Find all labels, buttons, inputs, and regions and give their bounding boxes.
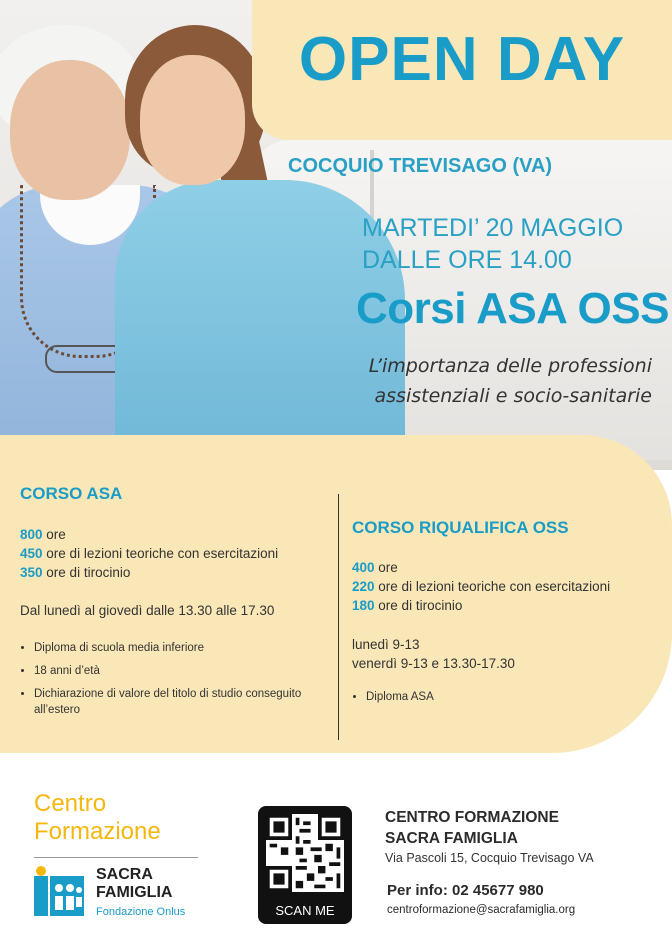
logo-divider <box>34 857 198 858</box>
course-asa-requirements <box>20 640 324 725</box>
centro-formazione-logo-line2: Formazione <box>34 818 161 845</box>
course-oss-requirements <box>352 689 656 712</box>
requirement-item: • Dichiarazione di valore del titolo di studio conseguito all’estero <box>34 686 324 718</box>
course-oss-schedule-line2: venerdì 9-13 e 13.30-17.30 <box>352 656 515 671</box>
qr-scan-label: SCAN ME <box>275 903 335 918</box>
tagline-line2: assistenziali e socio-sanitarie <box>374 385 652 407</box>
org-name-line2: SACRA FAMIGLIA <box>385 830 518 847</box>
event-time: DALLE ORE 14.00 <box>362 246 572 274</box>
page-title: OPEN DAY <box>298 25 626 94</box>
courses-title: Corsi ASA OSS <box>356 284 669 333</box>
nurse-face <box>140 55 245 185</box>
requirement-item: • Diploma di scuola media inferiore <box>34 640 324 656</box>
hours-number: 450 <box>20 546 43 561</box>
hours-text: ore di lezioni teoriche con esercitazioni <box>46 546 279 561</box>
hours-text: ore <box>378 560 398 575</box>
hours-line <box>352 577 610 596</box>
qr-code-icon <box>266 814 344 892</box>
hours-line <box>20 563 278 582</box>
event-date: MARTEDI’ 20 MAGGIO <box>362 214 624 242</box>
org-name-line1: CENTRO FORMAZIONE <box>385 809 559 826</box>
hours-number: 350 <box>20 565 43 580</box>
info-phone[interactable]: Per info: 02 45677 980 <box>387 882 544 899</box>
hours-line <box>20 544 278 563</box>
column-divider <box>338 494 339 740</box>
hours-number: 800 <box>20 527 43 542</box>
hours-text: ore di lezioni teoriche con esercitazioni <box>378 579 611 594</box>
brand-name-line1: SACRA <box>96 866 153 883</box>
requirement-item: • Diploma ASA <box>366 689 656 705</box>
hours-text: ore <box>46 527 66 542</box>
hours-text: ore di tirocinio <box>378 598 463 613</box>
org-address: Via Pascoli 15, Cocquio Trevisago VA <box>385 851 594 865</box>
contact-email[interactable]: centroformazione@sacrafamiglia.org <box>387 904 576 916</box>
course-asa-schedule: Dal lunedì al giovedì dalle 13.30 alle 17.30 <box>20 603 275 618</box>
brand-subtitle: Fondazione Onlus <box>96 906 186 918</box>
hours-text: ore di tirocinio <box>46 565 131 580</box>
brand-name-line2: FAMIGLIA <box>96 884 173 901</box>
hours-number: 220 <box>352 579 375 594</box>
sacra-famiglia-logo-icon <box>34 866 84 916</box>
course-asa-title: CORSO ASA <box>20 484 123 503</box>
event-location: COCQUIO TREVISAGO (VA) <box>288 155 553 177</box>
centro-formazione-logo-line1: Centro <box>34 790 107 817</box>
hours-line <box>20 525 278 544</box>
hours-line <box>352 596 610 615</box>
elderly-woman-face <box>10 60 130 200</box>
requirement-item: • 18 anni d’età <box>34 663 324 679</box>
hours-line <box>352 558 610 577</box>
tagline-line1: L’importanza delle professioni <box>368 355 652 377</box>
course-asa-hours <box>20 525 278 582</box>
course-oss-hours <box>352 558 610 615</box>
course-oss-title: CORSO RIQUALIFICA OSS <box>352 518 569 537</box>
hours-number: 400 <box>352 560 375 575</box>
hours-number: 180 <box>352 598 375 613</box>
course-oss-schedule-line1: lunedì 9-13 <box>352 637 420 652</box>
